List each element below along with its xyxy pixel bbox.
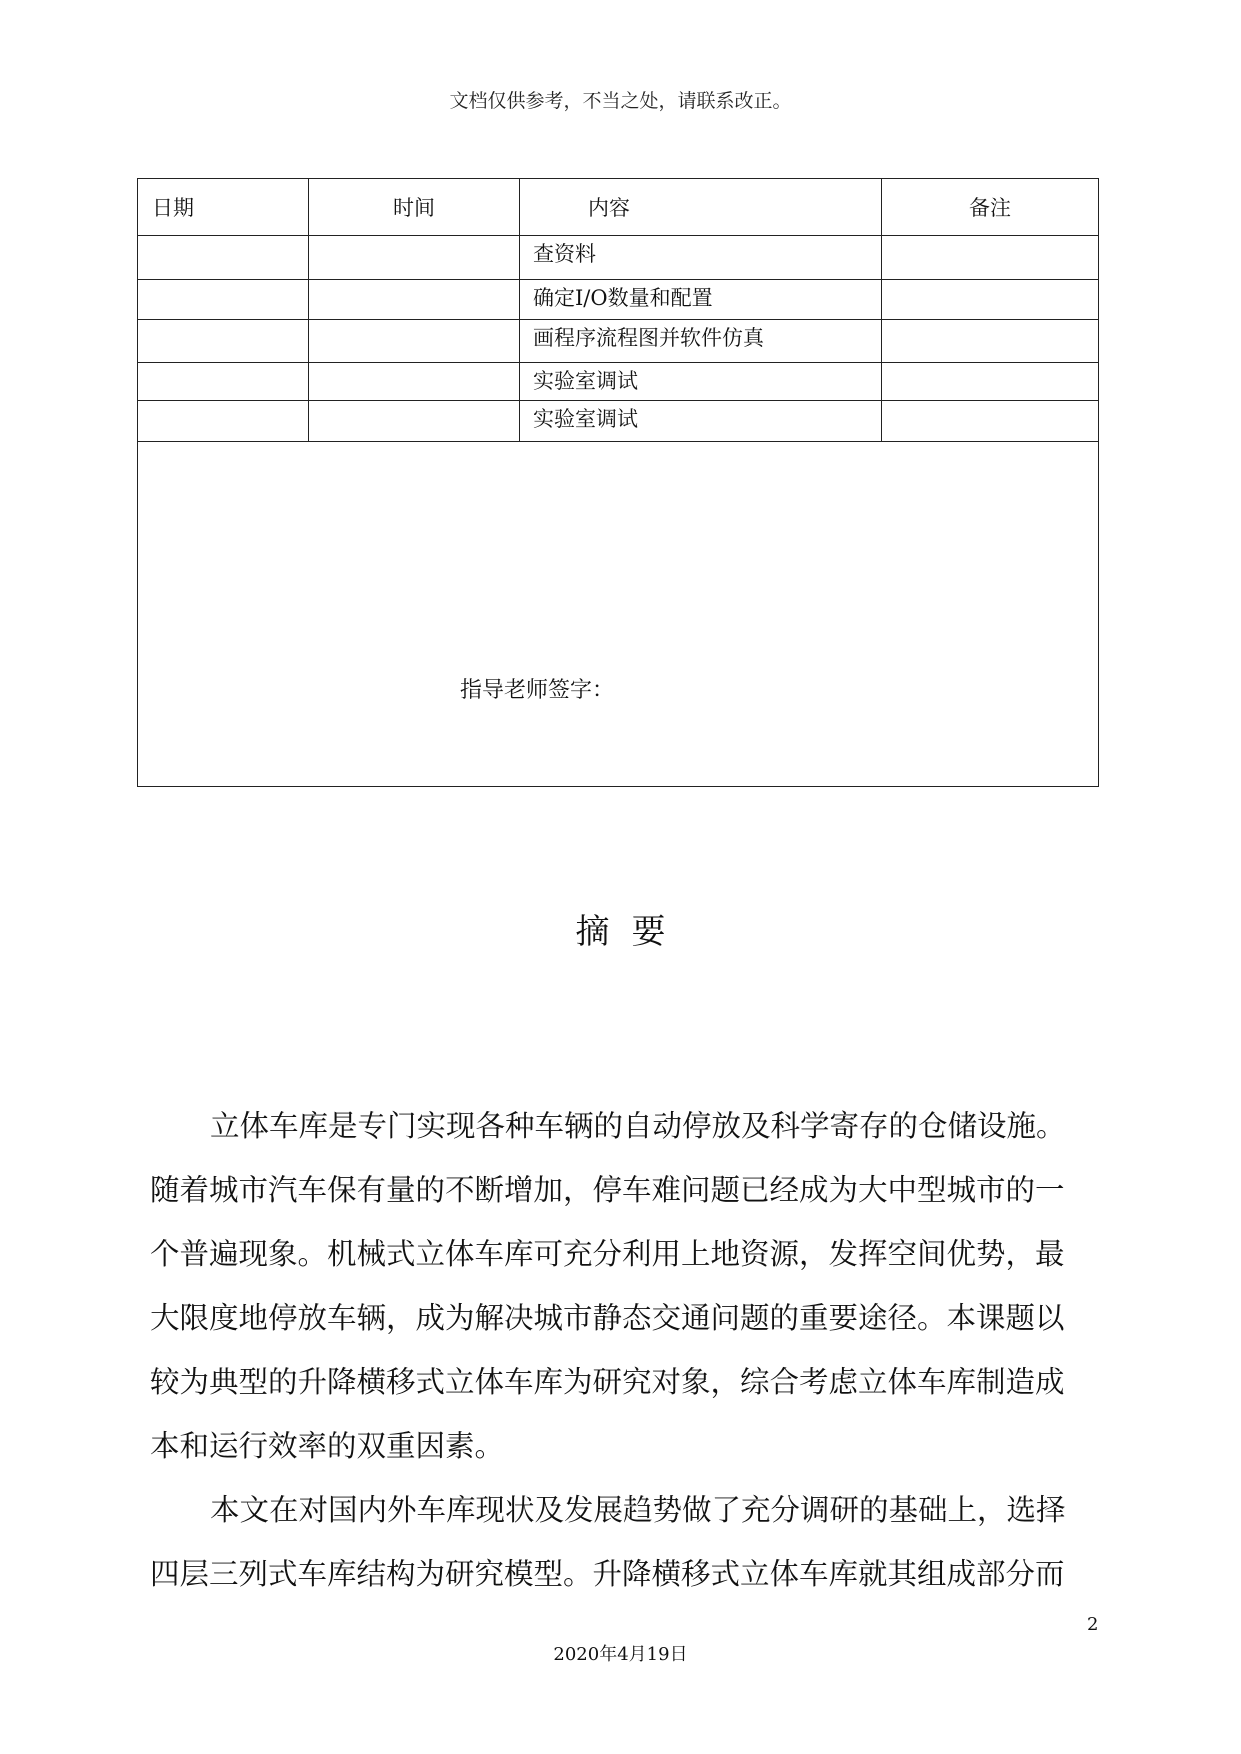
header-note: 文档仅供参考，不当之处，请联系改正。 <box>449 90 792 112</box>
abstract-body <box>150 1094 1100 1606</box>
time-cell <box>309 236 520 280</box>
text-line: 大限度地停放车辆，成为解决城市静态交通问题的重要途径。本课题以 <box>150 1301 1065 1335</box>
content-cell: 画程序流程图并软件仿真 <box>520 320 882 363</box>
text-line: 随着城市汽车保有量的不断增加，停车难问题已经成为大中型城市的一 <box>150 1173 1065 1207</box>
remark-cell <box>882 236 1099 280</box>
text-line: 较为典型的升降横移式立体车库为研究对象，综合考虑立体车库制造成 <box>150 1365 1065 1399</box>
remark-cell <box>882 280 1099 320</box>
remark-cell <box>882 363 1099 401</box>
text-line: 个普遍现象。机械式立体车库可充分利用上地资源，发挥空间优势，最 <box>150 1237 1065 1271</box>
date-cell <box>138 363 309 401</box>
table-row <box>138 401 1099 442</box>
abstract-paragraph-1 <box>150 1094 1100 1478</box>
signature-row <box>138 442 1099 787</box>
content-cell: 查资料 <box>520 236 882 280</box>
table-row <box>138 363 1099 401</box>
abstract-paragraph-2 <box>150 1478 1100 1606</box>
time-cell <box>309 320 520 363</box>
remark-cell <box>882 320 1099 363</box>
time-cell <box>309 363 520 401</box>
time-cell <box>309 401 520 442</box>
time-cell <box>309 280 520 320</box>
date-cell <box>138 401 309 442</box>
signature-label: 指导老师签字： <box>460 678 615 703</box>
text-line: 本和运行效率的双重因素。 <box>150 1429 505 1463</box>
page-number: 2 <box>1087 1614 1099 1635</box>
date-cell <box>138 320 309 363</box>
content-cell: 实验室调试 <box>520 363 882 401</box>
abstract-title: 摘要 <box>575 912 688 952</box>
signature-cell <box>138 442 1099 787</box>
text-line: 四层三列式车库结构为研究模型。升降横移式立体车库就其组成部分而 <box>150 1557 1065 1591</box>
date-cell <box>138 280 309 320</box>
content-cell: 实验室调试 <box>520 401 882 442</box>
footer-date: 2020年4月19日 <box>553 1644 688 1665</box>
column-header-date: 日期 <box>138 179 309 236</box>
table-row <box>138 280 1099 320</box>
column-header-content: 内容 <box>520 179 882 236</box>
schedule-table <box>137 178 1099 787</box>
column-header-remark: 备注 <box>882 179 1099 236</box>
text-line: 本文在对国内外车库现状及发展趋势做了充分调研的基础上，选择 <box>210 1493 1066 1527</box>
date-cell <box>138 236 309 280</box>
content-cell: 确定I/O数量和配置 <box>520 280 882 320</box>
remark-cell <box>882 401 1099 442</box>
table-row <box>138 320 1099 363</box>
table-header-row <box>138 179 1099 236</box>
table-row <box>138 236 1099 280</box>
text-line: 立体车库是专门实现各种车辆的自动停放及科学寄存的仓储设施。 <box>210 1109 1066 1143</box>
column-header-time: 时间 <box>309 179 520 236</box>
